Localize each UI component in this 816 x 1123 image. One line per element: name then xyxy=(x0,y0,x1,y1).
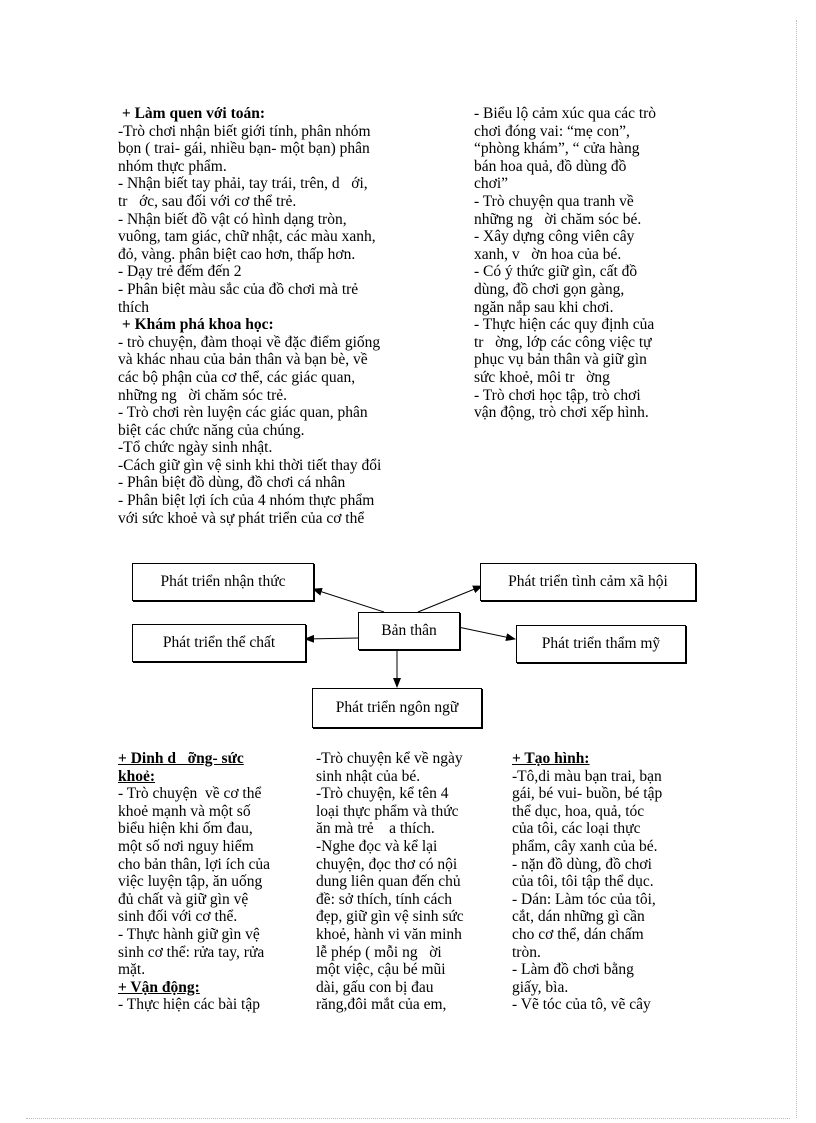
text-line: dùng, đồ chơi gọn gàng, xyxy=(474,280,625,298)
text-line: - Trò chơi học tập, trò chơi xyxy=(474,386,641,404)
text-line: - Dạy trẻ đếm đến 2 xyxy=(118,263,242,281)
text-line: một việc, cậu bé mũi xyxy=(316,961,446,979)
text-line: đẹp, giữ gìn vệ sinh sức xyxy=(316,908,464,926)
text-line: -Tổ chức ngày sinh nhật. xyxy=(118,439,273,457)
text-line: sinh cơ thể: rửa tay, rửa xyxy=(118,943,265,961)
text-line: - nặn đồ dùng, đồ chơi xyxy=(512,855,652,873)
text-line: loại thực phẩm và thức xyxy=(316,802,459,820)
text-line: -Trò chuyện kể về ngày xyxy=(316,750,463,767)
text-line: dung liên quan đến chủ xyxy=(316,873,461,891)
text-line: - Thực hành giữ gìn vệ xyxy=(118,925,260,943)
text-line: chuyện, đọc thơ có nội xyxy=(316,855,458,873)
text-line: + Làm quen với toán: xyxy=(118,105,266,122)
text-line: và khác nhau của bản thân và bạn bè, về xyxy=(118,351,368,369)
text-line: vận động, trò chơi xếp hình. xyxy=(474,404,649,422)
text-line: cắt, dán những gì cần xyxy=(512,908,645,926)
text-line: tr ờng, lớp các công việc tự xyxy=(474,333,652,351)
text-line: -Trò chuyện, kể tên 4 xyxy=(316,785,449,803)
text-line: những ng ời chăm sóc trẻ. xyxy=(118,386,287,404)
arrow-to-nhan-thuc xyxy=(313,589,384,612)
text-line: với sức khoẻ và sự phát triển của cơ thể xyxy=(118,509,365,527)
text-line: - Vẽ tóc của tô, vẽ cây xyxy=(512,996,651,1014)
text-line: - Nhận biết đồ vật có hình dạng tròn, xyxy=(118,210,347,228)
text-line: thể dục, hoa, quả, tóc xyxy=(512,802,645,820)
text-line: - Dán: Làm tóc của tôi, xyxy=(512,890,656,908)
text-line: chơi” xyxy=(474,175,509,193)
text-line: - Trò chuyện về cơ thể xyxy=(118,785,262,803)
text-line: phẩm, cây xanh của bé. xyxy=(512,837,658,855)
text-line: một số nơi nguy hiểm xyxy=(118,837,254,855)
text-line: đề: sở thích, tính cách xyxy=(316,890,453,908)
text-line: - Trò chơi rèn luyện các giác quan, phân xyxy=(118,404,368,422)
text-line: khoẻ: xyxy=(118,767,156,785)
arrow-to-tham-my xyxy=(458,627,515,639)
text-line: việc luyện tập, ăn uống xyxy=(118,873,263,891)
text-line: + Dinh d ỡng- sức xyxy=(118,750,244,767)
node-phat-trien-tinh-cam: Phát triển tình cảm xã hội xyxy=(480,563,696,601)
text-line: sinh nhật của bé. xyxy=(316,767,421,785)
text-line: giấy, bìa. xyxy=(512,978,569,996)
text-line: đỏ, vàng. phân biệt cao hơn, thấp hơn. xyxy=(118,245,356,263)
text-line: + Vận động: xyxy=(118,978,200,996)
bottom-column-1 xyxy=(118,750,308,1014)
text-line: - Phân biệt màu sắc của đồ chơi mà trẻ xyxy=(118,280,359,298)
text-line: -Nghe đọc và kể lại xyxy=(316,837,438,855)
text-line: - Nhận biết tay phải, tay trái, trên, d ới, xyxy=(118,175,368,193)
text-line: biểu hiện khi ốm đau, xyxy=(118,820,253,838)
text-line: khoẻ, hành vi văn minh xyxy=(316,925,462,943)
text-line: biệt các chức năng của chúng. xyxy=(118,421,305,439)
text-line: -Trò chơi nhận biết giới tính, phân nhóm xyxy=(118,122,371,140)
text-line: khoẻ mạnh và một số xyxy=(118,802,251,820)
node-phat-trien-tham-my: Phát triển thẩm mỹ xyxy=(516,625,686,663)
page-bottom-border xyxy=(26,1118,790,1119)
text-line: phục vụ bản thân và giữ gìn xyxy=(474,351,647,369)
text-line: - Làm đồ chơi bằng xyxy=(512,961,634,979)
text-line: thích xyxy=(118,298,149,316)
text-line: - trò chuyện, đàm thoại về đặc điểm giống xyxy=(118,333,381,351)
text-line: -Tô,di màu bạn trai, bạn xyxy=(512,767,662,785)
text-line: tr ớc, sau đối với cơ thể trẻ. xyxy=(118,192,297,210)
bottom-column-3 xyxy=(512,750,712,1014)
text-line: + Tạo hình: xyxy=(512,750,590,767)
text-line: - Xây dựng công viên cây xyxy=(474,228,635,246)
text-line: - Biểu lộ cảm xúc qua các trò xyxy=(474,105,657,122)
text-line: vuông, tam giác, chữ nhật, các màu xanh, xyxy=(118,228,376,246)
text-line: mặt. xyxy=(118,961,146,979)
arrow-to-tinh-cam xyxy=(418,586,482,612)
text-line: - Phân biệt lợi ích của 4 nhóm thực phẩm xyxy=(118,492,375,510)
text-line: -Cách giữ gìn vệ sinh khi thời tiết thay đổi xyxy=(118,456,382,474)
text-line: bán hoa quả, đồ dùng đồ xyxy=(474,157,627,175)
node-phat-trien-nhan-thuc: Phát triển nhận thức xyxy=(132,563,314,601)
text-line: răng,đôi mắt của em, xyxy=(316,996,447,1014)
node-phat-trien-ngon-ngu: Phát triển ngôn ngữ xyxy=(312,688,482,728)
text-line: nhóm thực phẩm. xyxy=(118,157,227,175)
text-line: - Có ý thức giữ gìn, cất đồ xyxy=(474,263,638,281)
text-line: + Khám phá khoa học: xyxy=(118,316,274,334)
text-line: của tôi, các loại thực xyxy=(512,820,641,838)
text-line: những ng ời chăm sóc bé. xyxy=(474,210,642,228)
text-line: - Trò chuyện qua tranh về xyxy=(474,192,634,210)
page-right-border xyxy=(796,20,797,1118)
text-line: bọn ( trai- gái, nhiều bạn- một bạn) phân xyxy=(118,140,370,158)
text-line: ngăn nắp sau khi chơi. xyxy=(474,298,614,316)
text-line: - Phân biệt đồ dùng, đồ chơi cá nhân xyxy=(118,474,346,492)
bottom-column-2 xyxy=(316,750,506,1014)
text-line: “phòng khám”, “ cửa hàng xyxy=(474,140,640,158)
text-line: các bộ phận của cơ thể, các giác quan, xyxy=(118,368,356,386)
text-line: dài, gấu con bị đau xyxy=(316,978,434,996)
text-line: đủ chất và giữ gìn vệ xyxy=(118,890,249,908)
text-line: - Thực hiện các quy định của xyxy=(474,316,655,334)
text-line: sức khoẻ, môi tr ờng xyxy=(474,368,610,386)
text-line: tròn. xyxy=(512,943,541,961)
text-line: chơi đóng vai: “mẹ con”, xyxy=(474,122,630,140)
arrow-to-the-chat xyxy=(305,638,358,639)
text-line: - Thực hiện các bài tập xyxy=(118,996,260,1014)
text-line: cho cơ thể, dán chấm xyxy=(512,925,644,943)
text-line: của tôi, tôi tập thể dục. xyxy=(512,873,654,891)
text-line: cho bản thân, lợi ích của xyxy=(118,855,270,873)
text-line: gái, bé vui- buồn, bé tập xyxy=(512,785,663,803)
node-phat-trien-the-chat: Phát triển thể chất xyxy=(132,624,306,662)
text-line: xanh, v ờn hoa của bé. xyxy=(474,245,622,263)
text-line: lễ phép ( mỗi ng ời xyxy=(316,943,442,961)
text-line: ăn mà trẻ a thích. xyxy=(316,820,435,838)
node-ban-than: Bản thân xyxy=(358,612,460,650)
text-line: sinh đối với cơ thể. xyxy=(118,908,238,926)
